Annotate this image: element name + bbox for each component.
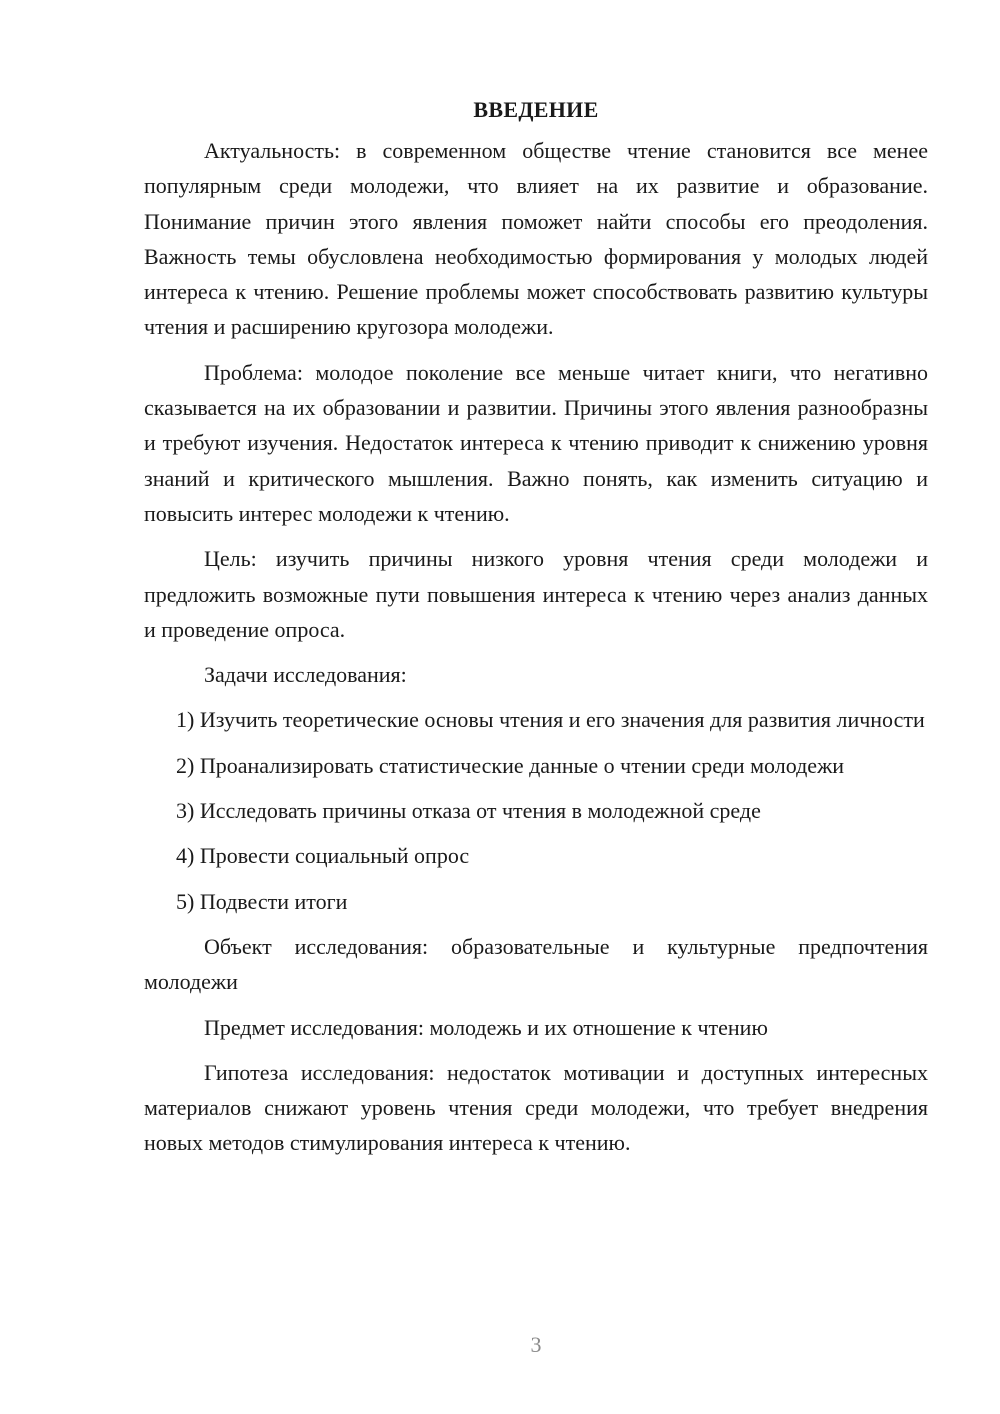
paragraph-object: Объект исследования: образовательные и культурные предпочтения молодежи [144, 933, 928, 995]
task-item-1: 1) Изучить теоретические основы чтения и его значения для развития личности [176, 707, 925, 733]
paragraph-subject: Предмет исследования: молодежь и их отношение к чтению [204, 1014, 768, 1040]
task-item-3: 3) Исследовать причины отказа от чтения в молодежной среде [176, 798, 761, 824]
document-body [144, 92, 928, 1171]
task-item-5: 5) Подвести итоги [176, 888, 348, 914]
page-number: 3 [530, 1332, 542, 1357]
tasks-heading: Задачи исследования: [204, 662, 407, 688]
task-item-2: 2) Проанализировать статистические данные о чтении среди молодежи [176, 752, 845, 778]
page-title: ВВЕДЕНИЕ [473, 97, 599, 122]
paragraph-goal: Цель: изучить причины низкого уровня чтения среди молодежи и предложить возможные пути повышения интереса к чтению через анализ данных и проведение опроса. [144, 546, 928, 642]
paragraph-problem: Проблема: молодое поколение все меньше читает книги, что негативно сказывается на их образовании и развитии. Причины этого явления разнообразны и требуют изучения. Недостаток интереса к чтению приводит к снижению уровня знаний и критического мышления. Важно понять, как изменить ситуацию и повысить интерес молодежи к чтению. [144, 359, 928, 526]
paragraph-hypothesis: Гипотеза исследования: недостаток мотивации и доступных интересных материалов снижают уровень чтения среди молодежи, что требует внедрения новых методов стимулирования интереса к чтению. [144, 1059, 928, 1156]
paragraph-relevance: Актуальность: в современном обществе чтение становится все менее популярным среди молодежи, что влияет на их развитие и образование. Понимание причин этого явления поможет найти способы его преодоления. Важность темы обусловлена необходимостью формирования у молодых людей интереса к чтению. Решение проблемы может способствовать развитию культуры чтения и расширению кругозора молодежи. [144, 138, 928, 340]
task-item-4: 4) Провести социальный опрос [176, 843, 470, 869]
